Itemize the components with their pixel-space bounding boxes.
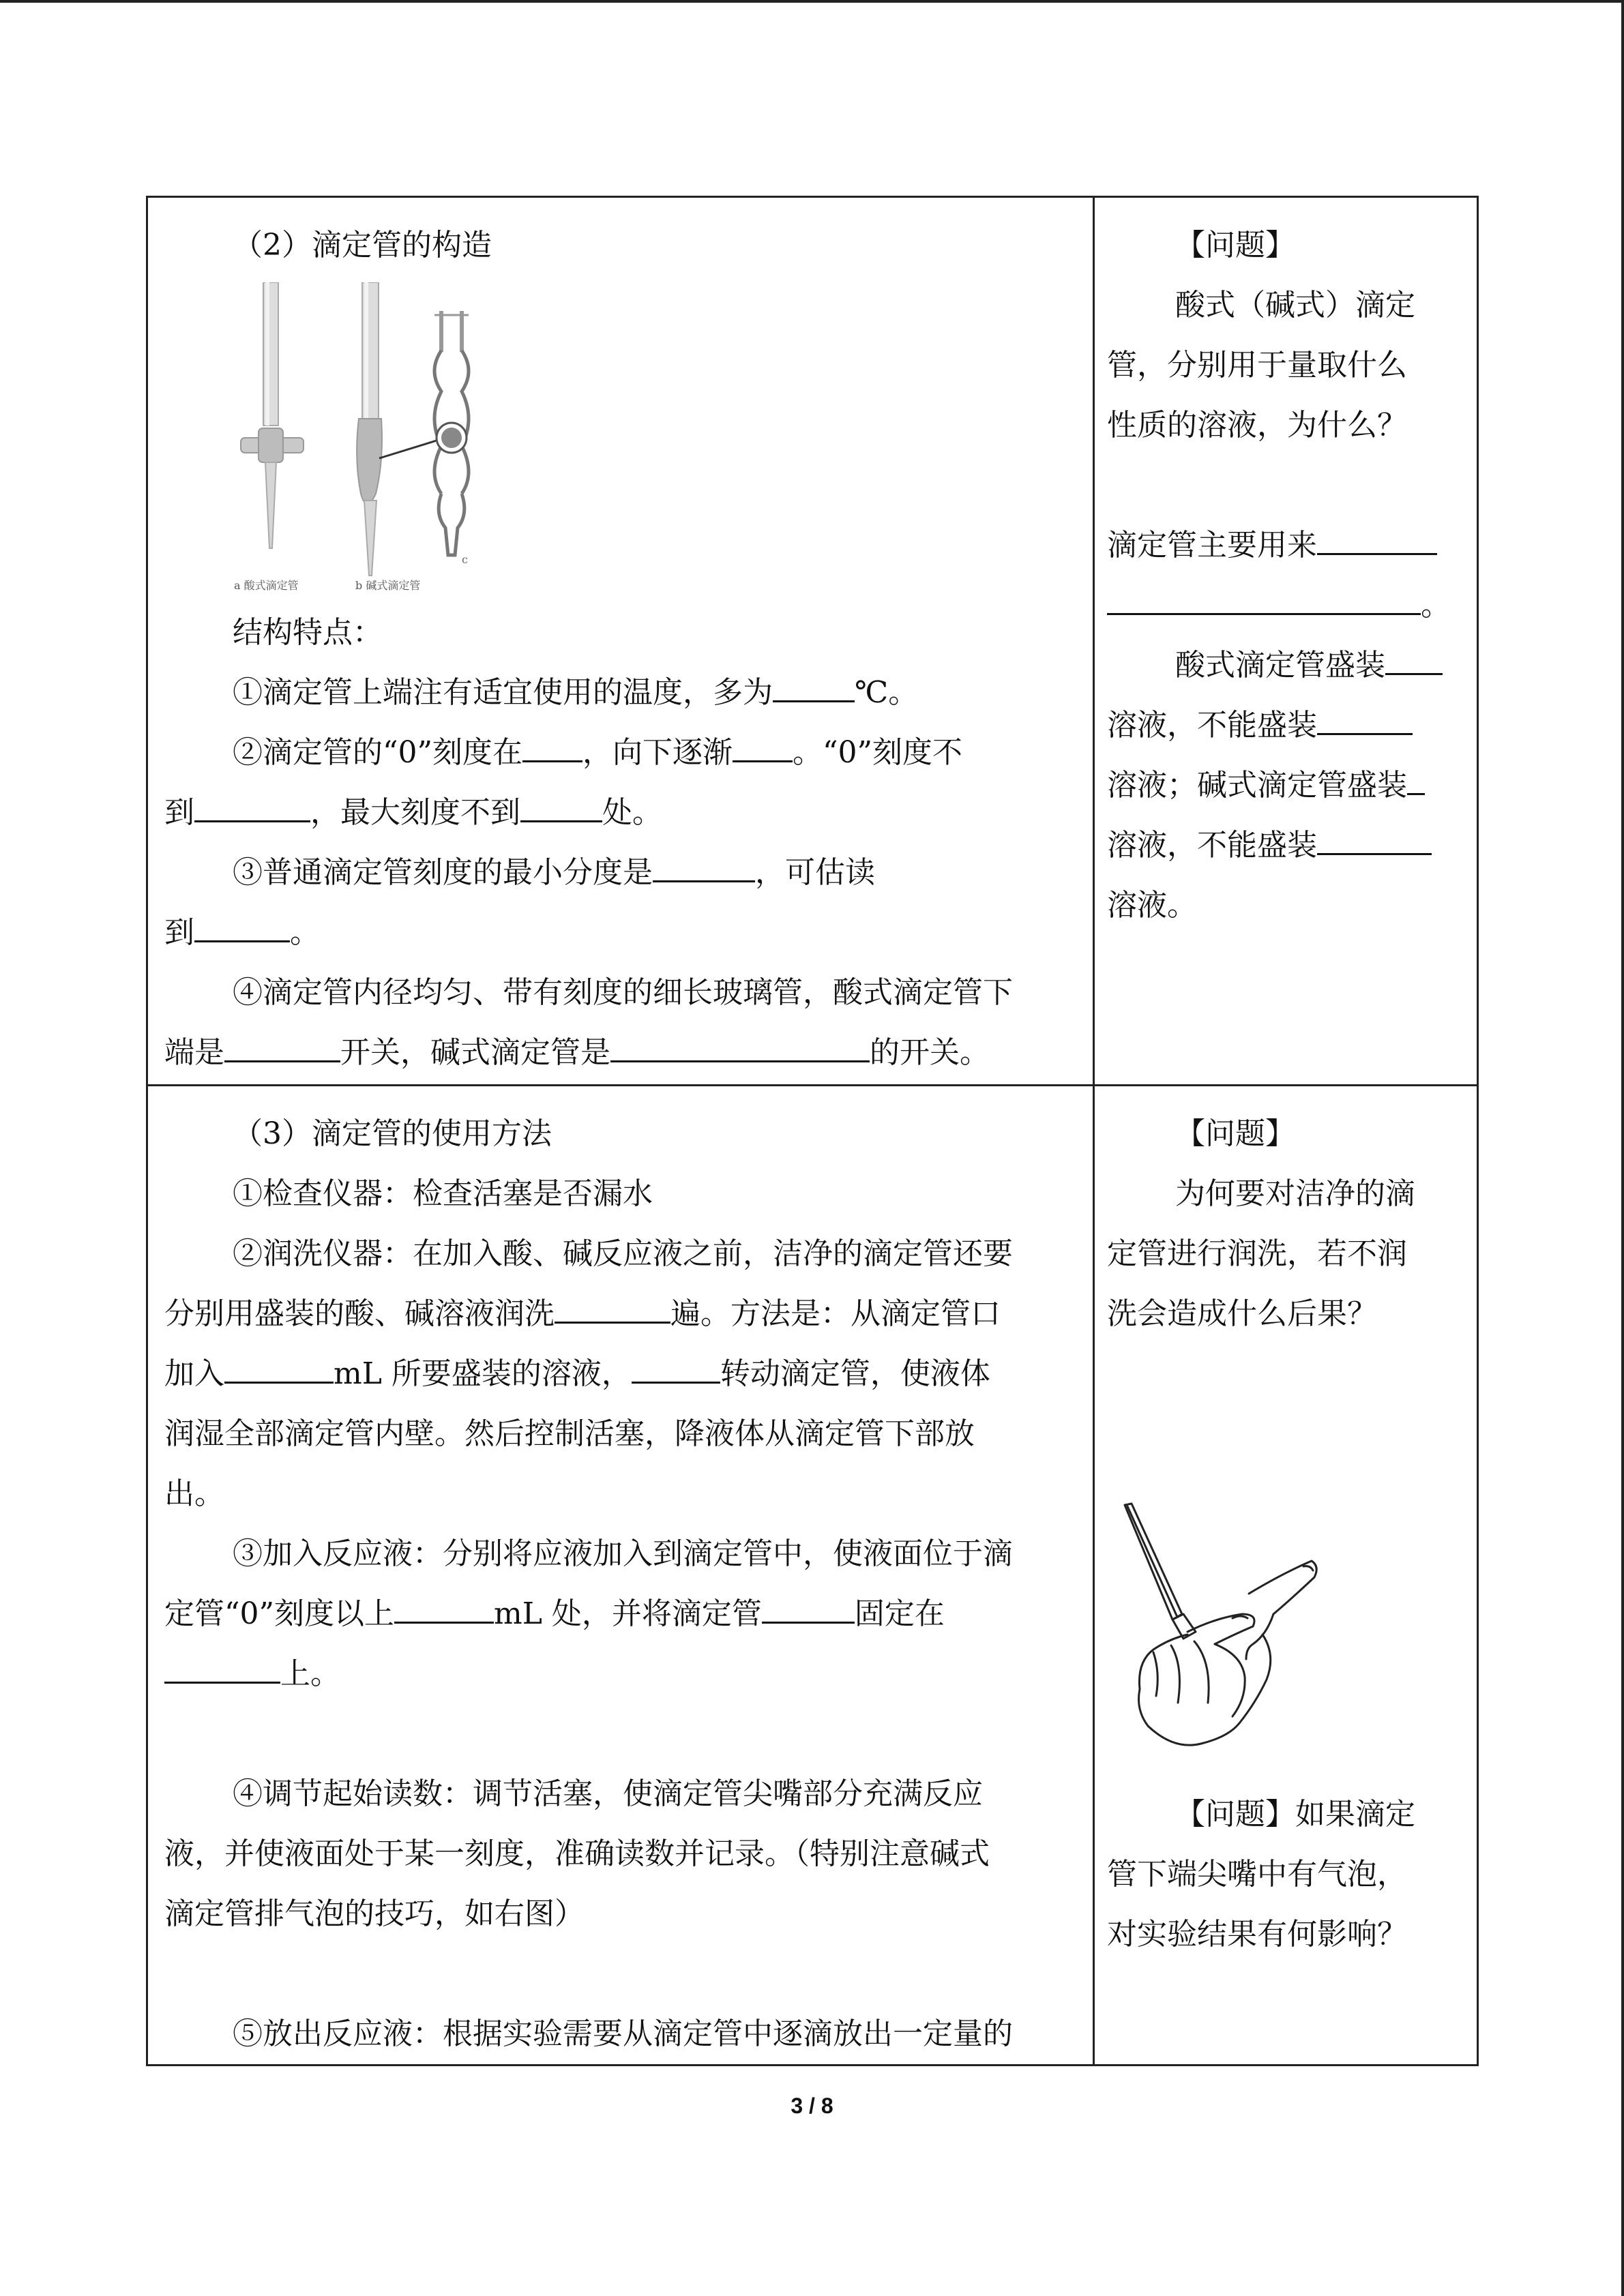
usage-step-3-line2 xyxy=(164,1584,1082,1644)
usage-text: 分别用盛装的酸、碱溶液润洗 xyxy=(164,1296,555,1331)
answer-blank[interactable] xyxy=(520,790,602,822)
answer-text: 溶液，不能盛装 xyxy=(1107,708,1317,743)
feature-1-unit: ℃。 xyxy=(855,675,919,710)
usage-text: 固定在 xyxy=(854,1596,945,1631)
usage-step-5-line1: ⑤放出反应液：根据实验需要从滴定管中逐滴放出一定量的 xyxy=(233,2016,1013,2051)
answer-text: 酸式滴定管盛装 xyxy=(1175,648,1385,683)
feature-2-text-b: ，向下逐渐 xyxy=(582,735,733,770)
question-2-line1 xyxy=(1107,1785,1468,1845)
usage-text: 上。 xyxy=(280,1656,340,1691)
answer-blank[interactable] xyxy=(224,1352,334,1384)
answer-blank[interactable] xyxy=(1407,763,1425,795)
feature-4-line1: ④滴定管内径均匀、带有刻度的细长玻璃管，酸式滴定管下 xyxy=(233,975,1013,1010)
feature-2-line1 xyxy=(164,723,1082,783)
feature-2-text-e: ，最大刻度不到 xyxy=(310,795,520,830)
answer-blank[interactable] xyxy=(610,1030,870,1062)
worksheet-table xyxy=(146,196,1479,2066)
question-title: 【问题】 xyxy=(1175,1797,1295,1832)
burette-illustration xyxy=(233,282,519,596)
answer-line xyxy=(1107,816,1468,876)
feature-3-line1 xyxy=(164,843,1082,903)
usage-step-3-line1: ③加入反应液：分别将应液加入到滴定管中，使液面位于滴 xyxy=(233,1536,1013,1571)
usage-text: mL 所要盛装的溶液， xyxy=(334,1356,632,1391)
question-cell-1 xyxy=(1094,197,1478,1086)
usage-step-2-line4: 润湿全部滴定管内壁。然后控制活塞，降液体从滴定管下部放 xyxy=(164,1416,975,1451)
usage-step-2-line3 xyxy=(164,1344,1082,1404)
answer-blank[interactable] xyxy=(653,850,755,882)
features-title: 结构特点： xyxy=(233,615,383,650)
question-2-line2: 管下端尖嘴中有气泡， xyxy=(1107,1857,1407,1892)
answer-blank[interactable] xyxy=(773,670,855,702)
top-border xyxy=(0,0,1624,3)
answer-blank[interactable] xyxy=(194,910,290,942)
feature-3-text-b: ，可估读 xyxy=(755,855,875,890)
feature-3-line2 xyxy=(164,903,1082,963)
question-line: 管，分别用于量取什么 xyxy=(1107,348,1407,383)
usage-step-2-line2 xyxy=(164,1284,1082,1344)
answer-text: 滴定管主要用来 xyxy=(1107,528,1317,563)
question-cell-2 xyxy=(1094,1086,1478,2066)
usage-text: 加入 xyxy=(164,1356,224,1391)
feature-2-line2 xyxy=(164,783,1082,843)
answer-blank[interactable] xyxy=(1107,583,1421,615)
usage-step-2-line5: 出。 xyxy=(164,1476,224,1511)
answer-blank[interactable] xyxy=(394,1592,494,1624)
feature-1-text: ①滴定管上端注有适宜使用的温度，多为 xyxy=(233,675,773,710)
feature-2-text-c: 。“0”刻度不 xyxy=(792,735,962,770)
usage-step-1: ①检查仪器：检查活塞是否漏水 xyxy=(233,1176,653,1211)
burette-caption-c: c xyxy=(462,553,468,566)
feature-3-text-c: 到 xyxy=(164,915,194,950)
answer-line: 溶液。 xyxy=(1107,888,1197,923)
question-line: 定管进行润洗，若不润 xyxy=(1107,1236,1407,1271)
question-line: 洗会造成什么后果？ xyxy=(1107,1296,1377,1331)
spacer xyxy=(1107,456,1468,516)
answer-text: 。 xyxy=(1421,588,1451,623)
question-title: 【问题】 xyxy=(1175,228,1295,263)
answer-blank[interactable] xyxy=(164,1652,280,1684)
burette-usage-cell xyxy=(147,1086,1094,2066)
answer-blank[interactable] xyxy=(632,1352,720,1384)
feature-4-text-d: 的开关。 xyxy=(870,1035,990,1070)
feature-3-text-d: 。 xyxy=(290,915,320,950)
hand-squeezing-burette-illustration xyxy=(1112,1498,1344,1757)
answer-line xyxy=(1107,516,1468,576)
question-text: 如果滴定 xyxy=(1295,1797,1415,1832)
answer-blank[interactable] xyxy=(733,730,793,762)
section-heading-structure: （2）滴定管的构造 xyxy=(233,228,492,263)
right-border xyxy=(1621,0,1624,2296)
answer-blank[interactable] xyxy=(1317,703,1413,735)
usage-step-4-line3: 滴定管排气泡的技巧，如右图） xyxy=(164,1896,585,1931)
feature-2-text-f: 处。 xyxy=(602,795,662,830)
answer-line xyxy=(1107,756,1468,816)
spacer xyxy=(1107,1757,1468,1785)
section-heading-usage: （3）滴定管的使用方法 xyxy=(233,1116,552,1151)
usage-step-2-line1: ②润洗仪器：在加入酸、碱反应液之前，洁净的滴定管还要 xyxy=(233,1236,1013,1271)
answer-line xyxy=(1107,696,1468,756)
answer-blank[interactable] xyxy=(194,790,310,822)
feature-4-line2 xyxy=(164,1023,1082,1083)
question-title: 【问题】 xyxy=(1175,1116,1295,1151)
burette-caption-a: a 酸式滴定管 xyxy=(234,579,299,592)
answer-blank[interactable] xyxy=(1317,823,1432,855)
usage-step-4-line1: ④调节起始读数：调节活塞，使滴定管尖嘴部分充满反应 xyxy=(233,1776,983,1811)
question-line: 为何要对洁净的滴 xyxy=(1175,1176,1415,1211)
spacer xyxy=(164,1704,1082,1764)
answer-blank[interactable] xyxy=(762,1592,855,1624)
answer-line xyxy=(1107,576,1468,636)
spacer xyxy=(1107,1344,1468,1498)
answer-line xyxy=(1107,636,1468,696)
feature-3-text-a: ③普通滴定管刻度的最小分度是 xyxy=(233,855,653,890)
usage-text: 定管“0”刻度以上 xyxy=(164,1596,394,1631)
answer-blank[interactable] xyxy=(522,730,582,762)
burette-figure xyxy=(164,282,1082,596)
feature-2-text-d: 到 xyxy=(164,795,194,830)
answer-text: 溶液；碱式滴定管盛装 xyxy=(1107,768,1407,803)
feature-2-text-a: ②滴定管的“0”刻度在 xyxy=(233,735,522,770)
answer-text: 溶液，不能盛装 xyxy=(1107,828,1317,863)
usage-step-3-line3 xyxy=(164,1644,1082,1704)
answer-blank[interactable] xyxy=(1317,523,1437,555)
question-line: 性质的溶液，为什么？ xyxy=(1107,408,1407,443)
feature-4-text-c: 开关，碱式滴定管是 xyxy=(340,1035,610,1070)
usage-step-4-line2: 液，并使液面处于某一刻度，准确读数并记录。（特别注意碱式 xyxy=(164,1836,990,1871)
question-line: 酸式（碱式）滴定 xyxy=(1175,288,1415,323)
spacer xyxy=(164,1944,1082,2004)
feature-1 xyxy=(164,663,1082,723)
usage-text: mL 处，并将滴定管 xyxy=(493,1596,762,1631)
page-number: 3 / 8 xyxy=(791,2093,833,2118)
burette-caption-b: b 碱式滴定管 xyxy=(355,579,421,592)
question-2-line3: 对实验结果有何影响？ xyxy=(1107,1917,1407,1952)
usage-text: 遍。方法是：从滴定管口 xyxy=(670,1296,1001,1331)
answer-blank[interactable] xyxy=(1385,643,1443,675)
burette-structure-cell xyxy=(147,197,1094,1086)
usage-text: 转动滴定管，使液体 xyxy=(720,1356,990,1391)
answer-blank[interactable] xyxy=(224,1030,340,1062)
answer-blank[interactable] xyxy=(555,1292,670,1324)
feature-4-text-b: 端是 xyxy=(164,1035,224,1070)
